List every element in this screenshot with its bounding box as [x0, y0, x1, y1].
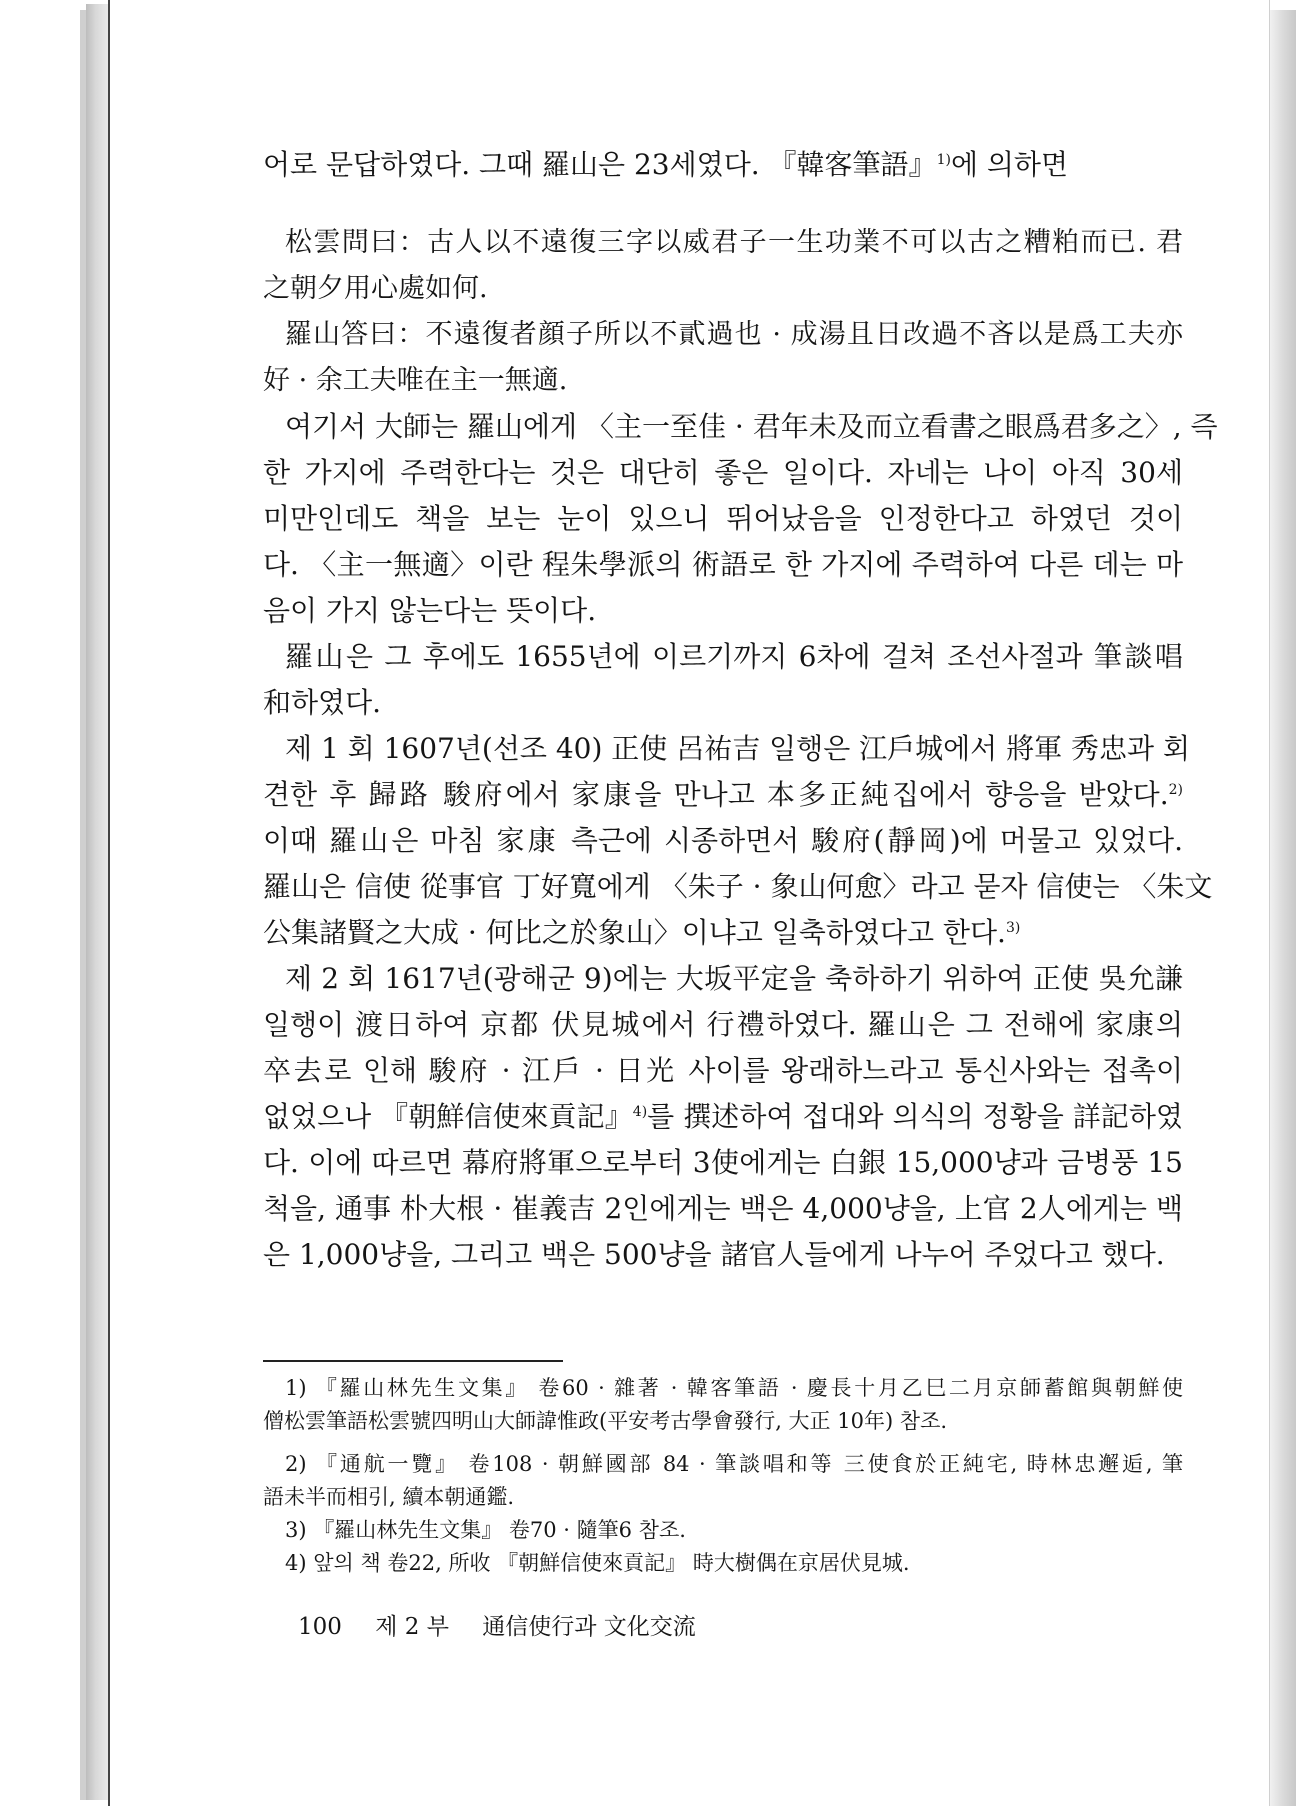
text-line: 척을, 通事 朴大根 · 崔義吉 2인에게는 백은 4,000냥을, 上官 2人에게는 백: [263, 1192, 1183, 1225]
text-line: 일행이 渡日하여 京都 伏見城에서 行禮하였다. 羅山은 그 전해에 家康의: [263, 1008, 1183, 1041]
text-line: 다. 이에 따르면 幕府將軍으로부터 3使에게는 白銀 15,000냥과 금병풍 15: [263, 1146, 1183, 1179]
footnote-line: 僧松雲筆語松雲號四明山大師諱惟政(平安考古學會發行, 大正 10年) 참조.: [263, 1409, 948, 1433]
footnote-line: 2) 『通航一覽』 卷108 · 朝鮮國部 84 · 筆談唱和等 三使食於正純宅, 時林忠邂逅, 筆: [285, 1452, 1183, 1476]
footnote-line: 1) 『羅山林先生文集』 卷60 · 雜著 · 韓客筆語 · 慶長十月乙巳二月京師蓄館與朝鮮使: [285, 1376, 1183, 1400]
text-run: 에 의하면: [950, 148, 1069, 181]
text-line: 羅山은 그 후에도 1655년에 이르기까지 6차에 걸쳐 조선사절과 筆談唱: [285, 640, 1183, 673]
quote-line: 羅山答曰：不遠復者顔子所以不貳過也 · 成湯且日改過不吝以是爲工夫亦: [285, 319, 1183, 350]
text-line: [263, 1094, 1183, 1140]
footnotes: [263, 1372, 1183, 1580]
page-number: 100: [298, 1614, 342, 1640]
quote-line: 松雲問曰：古人以不遠復三字以威君子一生功業不可以古之糟粕而已. 君: [285, 227, 1183, 258]
footnote-line: 語未半而相引, 續本朝通鑑.: [263, 1485, 515, 1509]
text-run: 견한 후 歸路 駿府에서 家康을 만나고 本多正純집에서 향응을 받았다.: [263, 778, 1169, 811]
quote-block: [263, 220, 1183, 404]
text-run: 없었으나 『朝鮮信使來貢記』: [263, 1100, 633, 1133]
part-title: 通信使行과 文化交流: [482, 1614, 696, 1640]
part-label: 제 2 부: [375, 1614, 449, 1640]
text-line: 卒去로 인해 駿府 · 江戶 · 日光 사이를 왕래하느라고 통신사와는 접촉이: [263, 1054, 1183, 1087]
footnote-ref: 3): [1005, 920, 1021, 936]
page-curl-edge: [1268, 10, 1296, 1806]
text-line: 미만인데도 책을 보는 눈이 있으니 뛰어났음을 인정한다고 하였던 것이: [263, 502, 1183, 535]
text-line: 다. 〈主一無適〉이란 程朱學派의 術語로 한 가지에 주력하여 다른 데는 마: [263, 548, 1183, 581]
body-paragraphs: [263, 404, 1218, 1278]
footnote-line: 3) 『羅山林先生文集』 卷70 · 隨筆6 참조.: [285, 1518, 686, 1542]
text-line: 제 1 회 1607년(선조 40) 正使 呂祐吉 일행은 江戶城에서 將軍 秀忠과 회: [285, 732, 1191, 765]
quote-line: 好 · 余工夫唯在主一無適.: [263, 365, 568, 396]
text-line: 이때 羅山은 마침 家康 측근에 시종하면서 駿府(靜岡)에 머물고 있었다.: [263, 824, 1183, 857]
footnote-ref: 4): [632, 1104, 648, 1120]
running-footer: [298, 1608, 696, 1641]
text-line: 제 2 회 1617년(광해군 9)에는 大坂平定을 축하하기 위하여 正使 吳允謙: [285, 962, 1183, 995]
footnote-ref: 2): [1168, 782, 1183, 798]
text-run: 公集諸賢之大成 · 何比之於象山〉이냐고 일축하였다고 한다.: [263, 916, 1006, 949]
text-line: 한 가지에 주력한다는 것은 대단히 좋은 일이다. 자네는 나이 아직 30세: [263, 456, 1183, 489]
footnote-ref: 1): [936, 152, 951, 168]
text-run: 를 撰述하여 접대와 의식의 정황을 詳記하였: [647, 1100, 1183, 1133]
text-line: [263, 142, 1183, 188]
text-line: 和하였다.: [263, 686, 382, 719]
footnote-rule: [263, 1360, 563, 1362]
book-spine-shadow: [86, 4, 110, 1800]
text-line: [263, 910, 1183, 956]
text-line: 여기서 大師는 羅山에게 〈主一至佳 · 君年未及而立看書之眼爲君多之〉, 즉: [285, 410, 1218, 443]
body-intro: [263, 142, 1183, 188]
text-line: [263, 772, 1183, 818]
text-line: 은 1,000냥을, 그리고 백은 500냥을 諸官人들에게 나누어 주었다고 했다.: [263, 1238, 1165, 1271]
text-line: 羅山은 信使 從事官 丁好寬에게 〈朱子 · 象山何愈〉라고 묻자 信使는 〈朱文: [263, 870, 1213, 903]
footnote-line: 4) 앞의 책 卷22, 所收 『朝鮮信使來貢記』 時大樹偶在京居伏見城.: [285, 1551, 910, 1575]
text-run: 어로 문답하였다. 그때 羅山은 23세였다. 『韓客筆語』: [263, 148, 937, 181]
text-line: 음이 가지 않는다는 뜻이다.: [263, 594, 597, 627]
quote-line: 之朝夕用心處如何.: [263, 273, 488, 304]
